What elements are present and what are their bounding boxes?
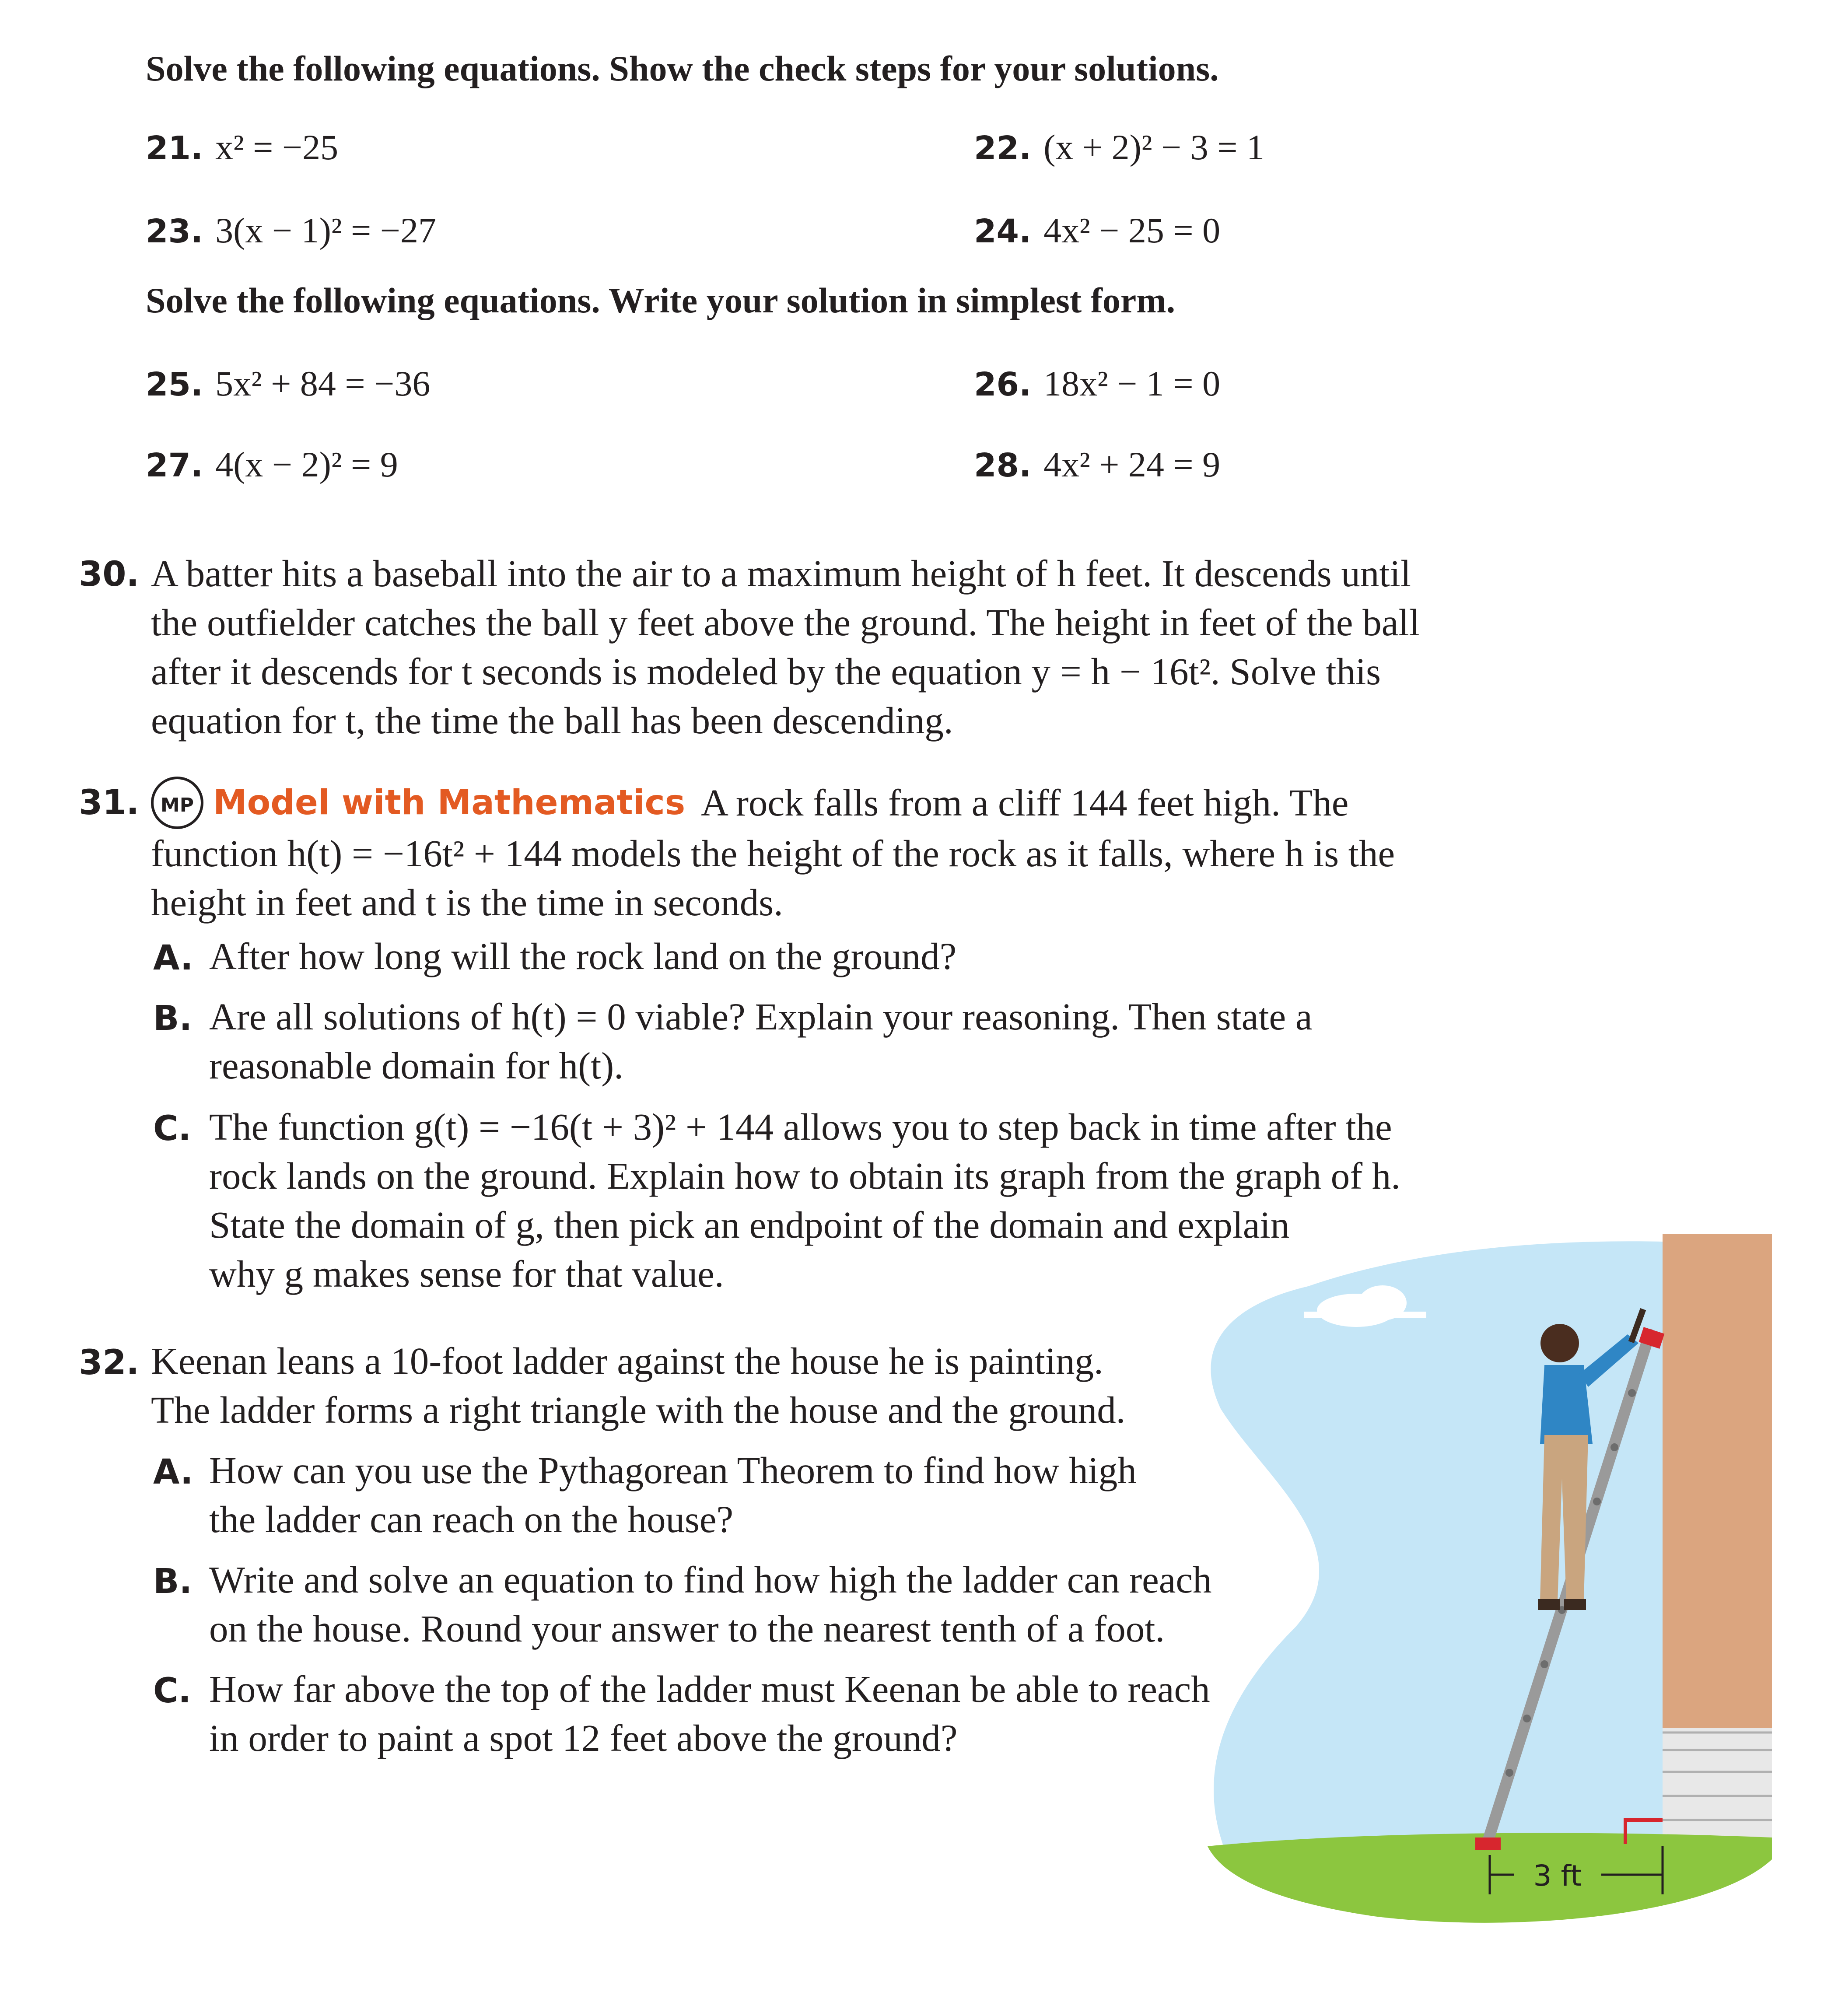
problem-number: 22.: [974, 130, 1032, 167]
text-line: Are all solutions of h(t) = 0 viable? Explain your reasoning. Then state a: [209, 995, 1313, 1038]
problem-32-part-b-letter: B.: [153, 1562, 193, 1601]
text-line: How far above the top of the ladder must Keenan be able to reach: [209, 1668, 1210, 1710]
problem-31-part-c-letter: C.: [153, 1109, 191, 1148]
mp-badge-icon: MP: [151, 777, 203, 829]
problem-25: [146, 363, 430, 404]
problem-22: [974, 127, 1264, 168]
equation: 5x² + 84 = −36: [215, 364, 431, 403]
problem-28: [974, 444, 1220, 485]
problem-32-number: 32.: [79, 1343, 140, 1382]
house-wall: [1663, 1234, 1772, 1732]
problem-32-part-c-letter: C.: [153, 1671, 191, 1711]
text-line: why g makes sense for that value.: [209, 1253, 724, 1295]
problem-31-part-b: [209, 992, 1312, 1090]
text-line: on the house. Round your answer to the nearest tenth of a foot.: [209, 1607, 1165, 1650]
ladder-foot: [1475, 1838, 1501, 1850]
text-line: the outfielder catches the ball y feet above the ground. The height in feet of the ball: [151, 601, 1420, 644]
text-line: the ladder can reach on the house?: [209, 1498, 734, 1540]
problem-31-text: [151, 774, 1395, 927]
problem-27: [146, 444, 398, 485]
text-line: How can you use the Pythagorean Theorem to find how high: [209, 1449, 1137, 1491]
problem-32-part-a-letter: A.: [153, 1452, 193, 1492]
problem-number: 28.: [974, 447, 1032, 484]
problem-32-part-b: [209, 1555, 1212, 1653]
problem-number: 25.: [146, 366, 203, 403]
problem-30-text: [151, 549, 1420, 745]
equation: x² = −25: [215, 127, 339, 167]
section2-instruction: Solve the following equations. Write your solution in simplest form.: [146, 280, 1176, 320]
text-line: in order to paint a spot 12 feet above the ground?: [209, 1717, 958, 1759]
equation: (x + 2)² − 3 = 1: [1043, 127, 1265, 167]
text-line: height in feet and t is the time in seconds.: [151, 881, 783, 924]
equation: 4x² − 25 = 0: [1043, 210, 1221, 250]
text-line: rock lands on the ground. Explain how to obtain its graph from the graph of h.: [209, 1155, 1401, 1197]
text-line: A batter hits a baseball into the air to a maximum height of h feet. It descends until: [151, 552, 1411, 595]
problem-32-part-a: [209, 1446, 1137, 1544]
problem-number: 23.: [146, 213, 203, 250]
equation: 18x² − 1 = 0: [1043, 364, 1221, 403]
problem-31-number: 31.: [79, 783, 140, 822]
problem-24: [974, 210, 1220, 251]
equation: 3(x − 1)² = −27: [215, 210, 437, 250]
equation: 4(x − 2)² = 9: [215, 444, 398, 484]
problem-31-part-a: [209, 932, 956, 981]
text-line: Keenan leans a 10-foot ladder against the house he is painting.: [151, 1340, 1103, 1382]
section1-instruction: Solve the following equations. Show the check steps for your solutions.: [146, 49, 1219, 88]
text-line: function h(t) = −16t² + 144 models the height of the rock as it falls, where h is the: [151, 832, 1395, 875]
problem-32-text: [151, 1337, 1126, 1435]
text-line: The ladder forms a right triangle with the house and the ground.: [151, 1389, 1126, 1431]
text-line: The function g(t) = −16(t + 3)² + 144 allows you to step back in time after the: [209, 1106, 1392, 1148]
equation: 4x² + 24 = 9: [1043, 444, 1221, 484]
text-line: Write and solve an equation to find how high the ladder can reach: [209, 1558, 1212, 1601]
text-line: equation for t, the time the ball has been descending.: [151, 699, 953, 742]
text-line: A rock falls from a cliff 144 feet high. The: [701, 781, 1349, 824]
problem-number: 26.: [974, 366, 1032, 403]
problem-31-part-b-letter: B.: [153, 999, 193, 1038]
house-siding: [1663, 1728, 1772, 1846]
distance-label: 3 ft: [1533, 1859, 1582, 1893]
ladder-illustration: [1208, 1234, 1772, 1934]
problem-number: 24.: [974, 213, 1032, 250]
problem-31-heading: [151, 777, 1348, 829]
problem-30-number: 30.: [79, 555, 140, 594]
problem-31-part-a-letter: A.: [153, 938, 193, 978]
problem-31-title: Model with Mathematics: [213, 783, 686, 822]
problem-26: [974, 363, 1220, 404]
text-line: after it descends for t seconds is modeled by the equation y = h − 16t². Solve this: [151, 650, 1381, 693]
text-line: After how long will the rock land on the ground?: [209, 935, 957, 977]
text-line: State the domain of g, then pick an endpoint of the domain and explain: [209, 1204, 1290, 1246]
problem-21: [146, 127, 338, 168]
text-line: reasonable domain for h(t).: [209, 1044, 623, 1087]
problem-number: 27.: [146, 447, 203, 484]
problem-number: 21.: [146, 130, 203, 167]
problem-32-part-c: [209, 1665, 1210, 1763]
problem-23: [146, 210, 436, 251]
